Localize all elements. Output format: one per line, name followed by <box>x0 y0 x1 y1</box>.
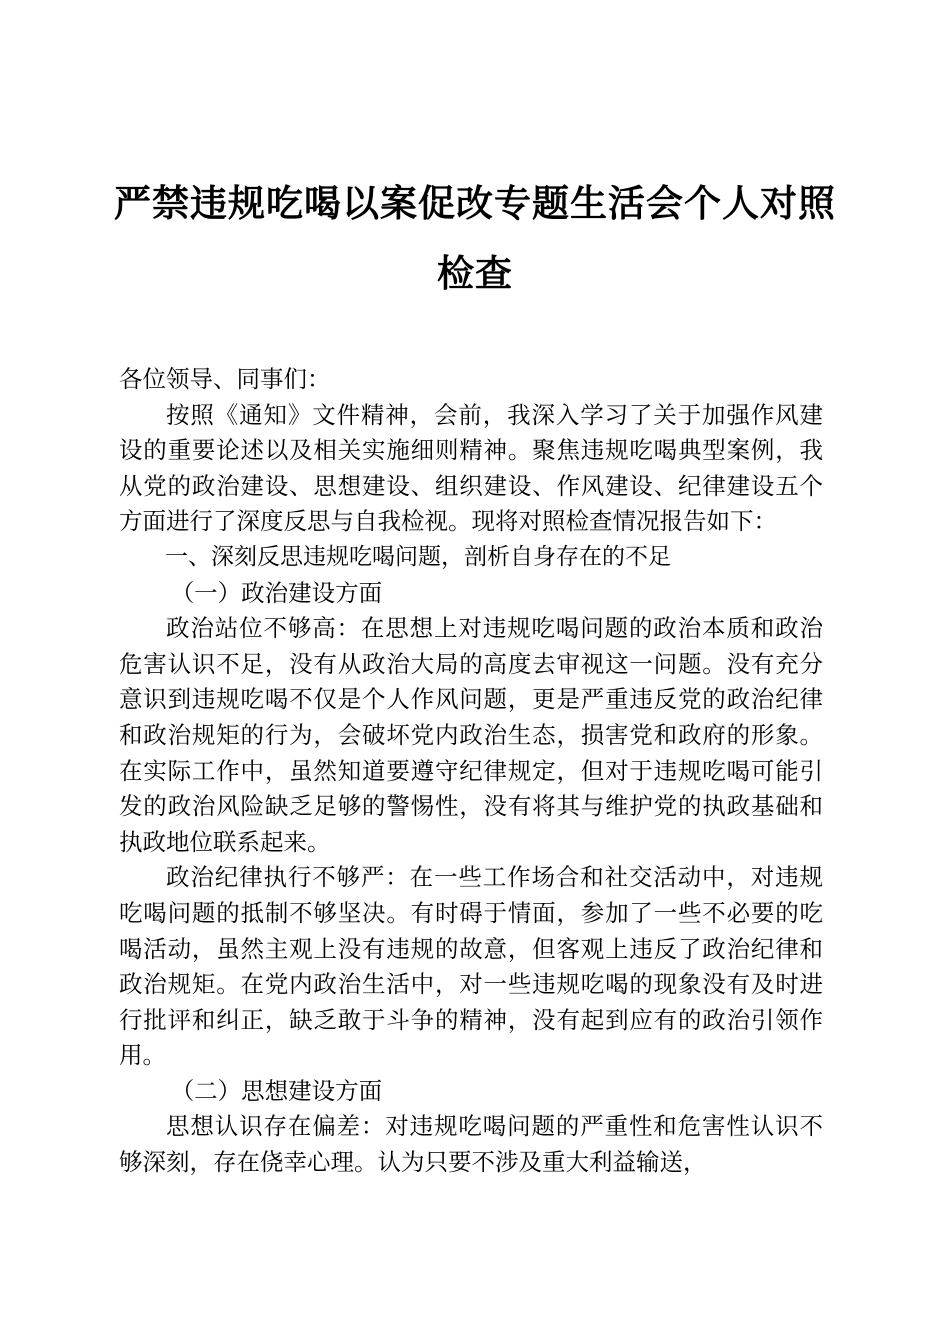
intro-paragraph: 按照《通知》文件精神，会前，我深入学习了关于加强作风建设的重要论述以及相关实施细则精神。聚焦违规吃喝典型案例，我从党的政治建设、思想建设、组织建设、作风建设、纪律建设五个方面进行了深度反思与自我检视。现将对照检查情况报告如下： <box>119 400 823 536</box>
subsection-2-heading: （二）思想建设方面 <box>170 1076 383 1105</box>
document-title: 严禁违规吃喝以案促改专题生活会个人对照检查 <box>114 181 836 295</box>
subsection-1-heading: （一）政治建设方面 <box>170 578 383 607</box>
document-body <box>119 362 823 1181</box>
subsection-2-paragraph-1: 思想认识存在偏差：对违规吃喝问题的严重性和危害性认识不够深刻，存在侥幸心理。认为只要不涉及重大利益输送， <box>119 1112 823 1177</box>
subsection-1-paragraph-2: 政治纪律执行不够严：在一些工作场合和社交活动中，对违规吃喝问题的抵制不够坚决。有时碍于情面，参加了一些不必要的吃喝活动，虽然主观上没有违规的故意，但客观上违反了政治纪律和政治规矩。在党内政治生活中，对一些违规吃喝的现象没有及时进行批评和纠正，缺乏敢于斗争的精神，没有起到应有的政治引领作用。 <box>119 863 823 1070</box>
section-1-heading: 一、深刻反思违规吃喝问题，剖析自身存在的不足 <box>165 543 671 570</box>
greeting: 各位领导、同事们： <box>119 365 331 393</box>
subsection-1-paragraph-1: 政治站位不够高：在思想上对违规吃喝问题的政治本质和政治危害认识不足，没有从政治大局的高度去审视这一问题。没有充分意识到违规吃喝不仅是个人作风问题，更是严重违反党的政治纪律和政治规矩的行为，会破坏党内政治生态，损害党和政府的形象。在实际工作中，虽然知道要遵守纪律规定，但对于违规吃喝可能引发的政治风险缺乏足够的警惕性，没有将其与维护党的执政基础和执政地位联系起来。 <box>119 614 823 856</box>
